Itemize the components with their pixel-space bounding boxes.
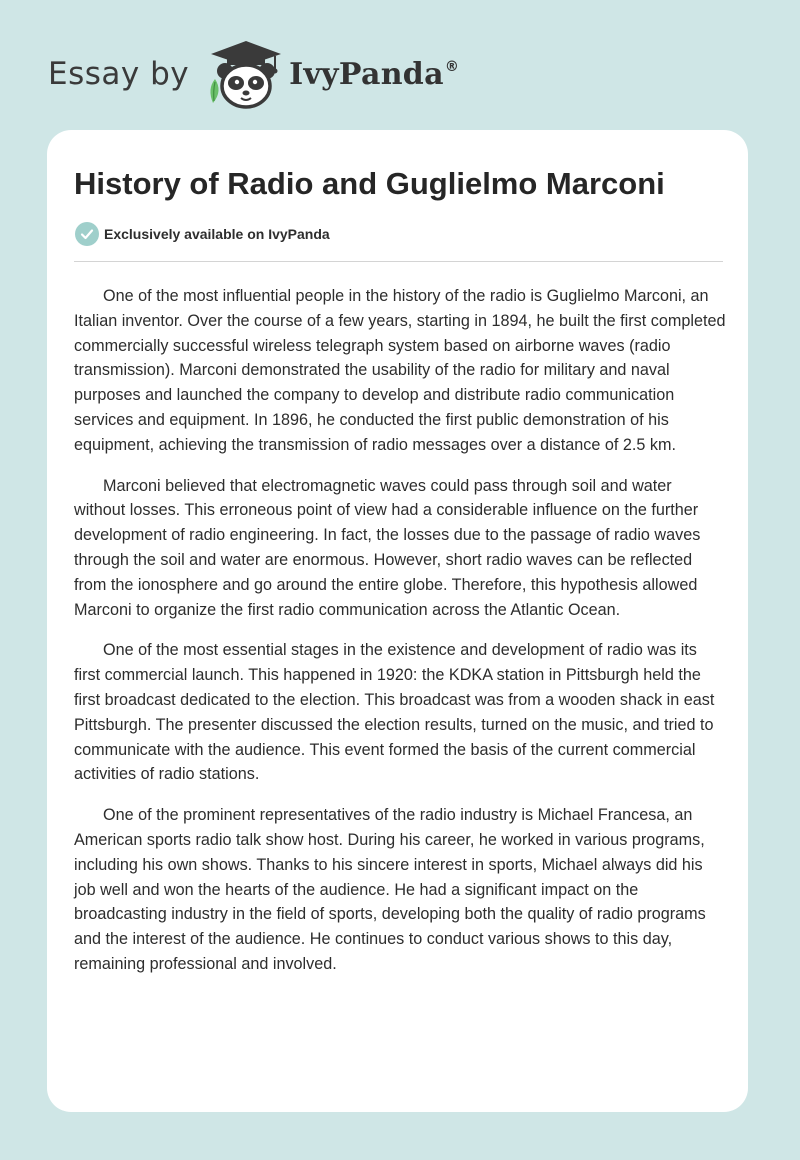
essay-paragraph: Marconi believed that electromagnetic waves could pass through soil and water without losses. This erroneous point of view had a considerable influence on the further development of radio engineering. In fact, the losses due to the passage of radio waves through the soil and water are enormous. However, short radio waves can be reflected from the ionosphere and go around the entire globe. Therefore, this hypothesis allowed Marconi to organize the first radio communication across the Atlantic Ocean. [74,476,701,619]
check-circle-icon [75,222,99,246]
essay-paragraph: One of the most influential people in the history of the radio is Guglielmo Marconi, an Italian inventor. Over the course of a few years, starting in 1894, he built the first completed commercially successful wireless telegraph system based on airborne waves (radio transmission). Marconi demonstrated the usability of the radio for military and naval purposes and launched the company to develop and distribute radio communication services and equipment. In 1896, he conducted the first public demonstration of his equipment, achieving the transmission of radio messages over a distance of 2.5 km. [74,287,726,454]
exclusive-badge [75,222,330,246]
essay-paragraph: One of the most essential stages in the existence and development of radio was its first commercial launch. This happened in 1920: the KDKA station in Pittsburgh held the first broadcast dedicated to the election. This broadcast was from a wooden shack in east Pittsburgh. The presenter discussed the election results, turned on the music, and tried to communicate with the audience. This event formed the basis of the current commercial activities of radio stations. [74,641,715,784]
page-title: History of Radio and Guglielmo Marconi [74,166,665,201]
brand-header[interactable] [48,34,459,114]
brand-name: IvyPanda® [289,56,460,92]
exclusive-badge-label: Exclusively available on IvyPanda [104,226,330,242]
essay-card [47,130,748,1112]
essay-body [74,284,726,993]
panda-logo-icon [201,37,291,111]
essay-paragraph: One of the prominent representatives of the radio industry is Michael Francesa, an American sports radio talk show host. During his career, he worked in various programs, including his own shows. Thanks to his sincere interest in sports, Michael always did his job well and won the hearts of the audience. He had a significant impact on the broadcasting industry in the field of sports, developing both the quality of radio programs and the interest of the audience. He continues to conduct various shows to this day, remaining professional and involved. [74,806,706,973]
registered-mark: ® [444,58,460,75]
brand-prefix: Essay by [48,56,190,92]
divider [74,261,723,262]
